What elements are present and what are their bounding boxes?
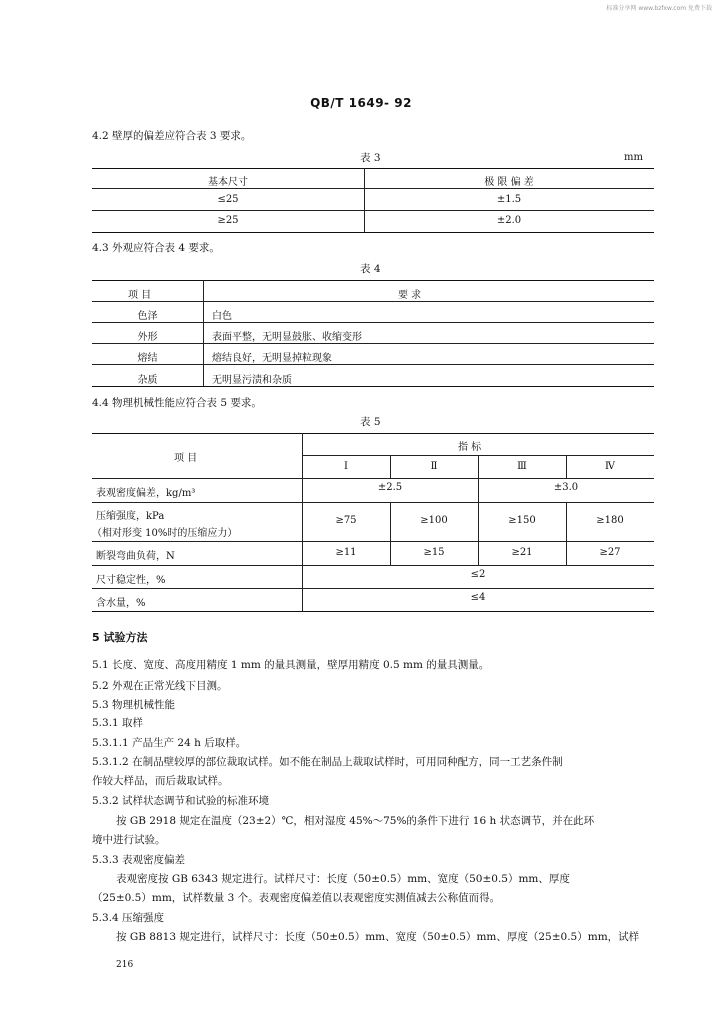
clause-5-3-1-2-cont: 作较大样品，而后裁取试样。 xyxy=(92,775,229,787)
clause-5-3-3: 5.3.3 表观密度偏差 xyxy=(92,854,186,866)
table5-row3-value-3: ≥21 xyxy=(511,547,533,558)
table5-row4-value: ≤2 xyxy=(470,569,486,580)
table5-row2-sublabel: （相对形变 10%时的压缩应力） xyxy=(92,528,238,539)
table4-row2-item: 外形 xyxy=(137,332,158,343)
table4-row2-requirement: 表面平整，无明显鼓胀、收缩变形 xyxy=(212,332,362,343)
table3-row2-size: ≥25 xyxy=(217,215,239,226)
table3-row1-size: ≤25 xyxy=(217,194,239,205)
table4-row1-item: 色泽 xyxy=(137,311,158,322)
page-header: QB/T 1649- 92 xyxy=(310,96,412,110)
clause-5-3-2: 5.3.2 试样状态调节和试验的标准环境 xyxy=(92,795,270,807)
table4-row3-requirement: 熔结良好，无明显掉粒现象 xyxy=(212,353,332,364)
clause-4-4: 4.4 物理机械性能应符合表 5 要求。 xyxy=(92,397,262,409)
table5-row3-value-4: ≥27 xyxy=(599,547,621,558)
section-5-heading: 5 试验方法 xyxy=(92,631,148,644)
table5-grade-4: Ⅳ xyxy=(605,461,615,472)
clause-5-1: 5.1 长度、宽度、高度用精度 1 mm 的量具测量，壁厚用精度 0.5 mm 的量具测量。 xyxy=(92,659,490,671)
table5-row2-value-3: ≥150 xyxy=(508,515,536,526)
table3-row2-deviation: ±2.0 xyxy=(496,215,522,226)
table4-row3-item: 熔结 xyxy=(137,353,158,364)
table5-row2-label: 压缩强度，kPa xyxy=(96,511,165,522)
page-number: 216 xyxy=(116,960,134,970)
table5-row3-value-1: ≥11 xyxy=(335,547,357,558)
table5-caption: 表 5 xyxy=(360,416,381,428)
table4-row1-requirement: 白色 xyxy=(212,311,232,322)
clause-5-3-3-text: 表观密度按 GB 6343 规定进行。试样尺寸：长度（50±0.5）mm、宽度（50±0.5）mm、厚度 xyxy=(116,873,570,885)
table5-grade-2: Ⅱ xyxy=(430,461,438,472)
clause-5-3-4: 5.3.4 压缩强度 xyxy=(92,912,165,924)
table4-header-item: 项 目 xyxy=(128,290,152,301)
table5-row3-label: 断裂弯曲负荷，N xyxy=(96,551,175,562)
table5-row2-value-1: ≥75 xyxy=(335,515,357,526)
table5-row4-label: 尺寸稳定性，% xyxy=(96,575,166,586)
table3-header-deviation: 极 限 偏 差 xyxy=(484,177,534,188)
table5-header-item: 项 目 xyxy=(174,453,198,464)
table4-caption: 表 4 xyxy=(360,263,381,275)
table5-header-index: 指 标 xyxy=(458,442,482,453)
clause-4-2: 4.2 壁厚的偏差应符合表 3 要求。 xyxy=(92,130,252,142)
table5-row5-label: 含水量，% xyxy=(96,598,146,609)
table5-row2-value-2: ≥100 xyxy=(420,515,448,526)
clause-5-3-4-text: 按 GB 8813 规定进行，试样尺寸：长度（50±0.5）mm、宽度（50±0.5）mm、厚度（25±0.5）mm，试样 xyxy=(116,931,640,943)
clause-5-3: 5.3 物理机械性能 xyxy=(92,699,176,711)
table5-grade-1: Ⅰ xyxy=(344,461,348,472)
table5-row5-value: ≤4 xyxy=(470,592,486,603)
clause-5-3-2-text-cont: 境中进行试验。 xyxy=(92,834,166,846)
table3-caption: 表 3 xyxy=(360,152,381,164)
clause-5-3-3-text-cont: （25±0.5）mm，试样数量 3 个。表观密度偏差值以表观密度实测值减去公称值而得。 xyxy=(92,892,501,904)
table3-header-size: 基本尺寸 xyxy=(208,177,248,188)
table4-header-requirement: 要 求 xyxy=(398,290,422,301)
table5-row1-value-b: ±3.0 xyxy=(553,482,579,493)
clause-5-3-2-text: 按 GB 2918 规定在温度（23±2）℃，相对湿度 45%～75%的条件下进行 16 h 状态调节，并在此环 xyxy=(116,815,595,827)
clause-5-3-1-1: 5.3.1.1 产品生产 24 h 后取样。 xyxy=(92,737,247,749)
table3-row1-deviation: ±1.5 xyxy=(496,194,522,205)
clause-5-2: 5.2 外观在正常光线下目测。 xyxy=(92,680,228,692)
clause-5-3-1: 5.3.1 取样 xyxy=(92,717,144,729)
clause-4-3: 4.3 外观应符合表 4 要求。 xyxy=(92,242,220,254)
table5-row3-value-2: ≥15 xyxy=(423,547,445,558)
table5-row2-value-4: ≥180 xyxy=(596,515,624,526)
table5-grade-3: Ⅲ xyxy=(517,461,527,472)
clause-5-3-1-2: 5.3.1.2 在制品壁较厚的部位裁取试样。如不能在制品上裁取试样时，可用同种配方，同一工艺条件制 xyxy=(92,756,563,768)
table4-row4-requirement: 无明显污渍和杂质 xyxy=(212,375,292,386)
table5-row1-label: 表观密度偏差，kg/m³ xyxy=(96,488,196,499)
table3-unit: mm xyxy=(624,152,643,163)
watermark: 标准分享网 www.bzfxw.com 免费下载 xyxy=(606,5,712,12)
table4-row4-item: 杂质 xyxy=(137,375,158,386)
table5-row1-value-a: ±2.5 xyxy=(377,482,403,493)
